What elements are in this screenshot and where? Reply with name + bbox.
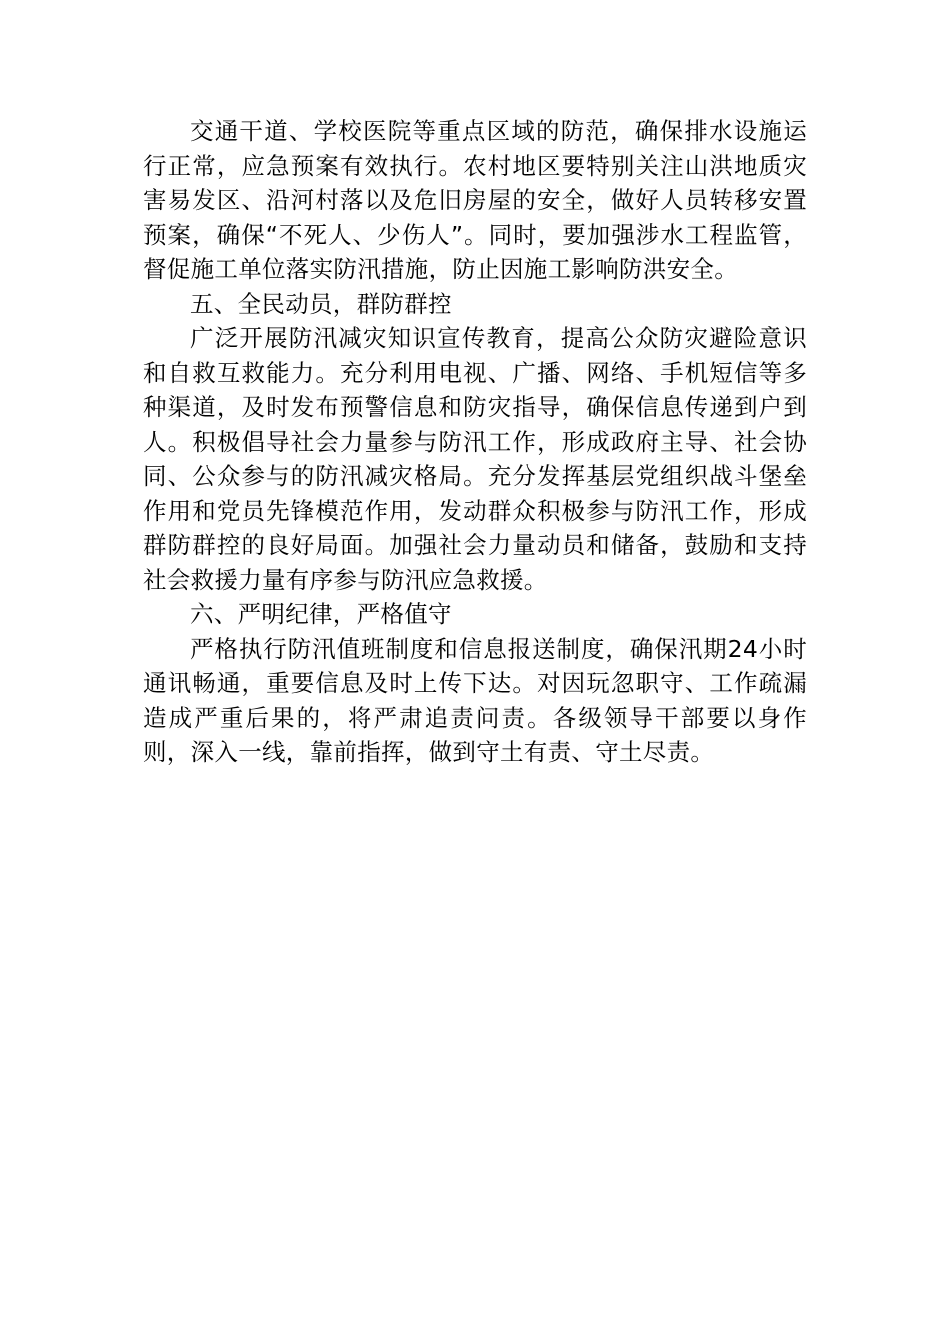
paragraph-flood-prevention-areas: 交通干道、学校医院等重点区域的防范，确保排水设施运行正常，应急预案有效执行。农村地区要特别关注山洪地质灾害易发区、沿河村落以及危旧房屋的安全，做好人员转移安置预案，确保“不死人、少伤人”。同时，要加强涉水工程监管，督促施工单位落实防汛措施，防止因施工影响防洪安全。: [143, 117, 807, 283]
section-heading-five: 五、全民动员，群防群控: [190, 289, 452, 318]
paragraph-discipline-duty: 严格执行防汛值班制度和信息报送制度，确保汛期24小时通讯畅通，重要信息及时上传下达。对因玩忽职守、工作疏漏造成严重后果的，将严肃追责问责。各级领导干部要以身作则，深入一线，靠前指挥，做到守土有责、守土尽责。: [143, 634, 807, 766]
document-body: [143, 114, 807, 770]
section-heading-six: 六、严明纪律，严格值守: [190, 600, 452, 628]
paragraph-public-mobilization: 广泛开展防汛减灾知识宣传教育，提高公众防灾避险意识和自救互救能力。充分利用电视、广播、网络、手机短信等多种渠道，及时发布预警信息和防灾指导，确保信息传递到户到人。积极倡导社会力量参与防汛工作，形成政府主导、社会协同、公众参与的防汛减灾格局。充分发挥基层党组织战斗堡垒作用和党员先锋模范作用，发动群众积极参与防汛工作，形成群防群控的良好局面。加强社会力量动员和储备，鼓励和支持社会救援力量有序参与防汛应急救援。: [143, 324, 807, 594]
